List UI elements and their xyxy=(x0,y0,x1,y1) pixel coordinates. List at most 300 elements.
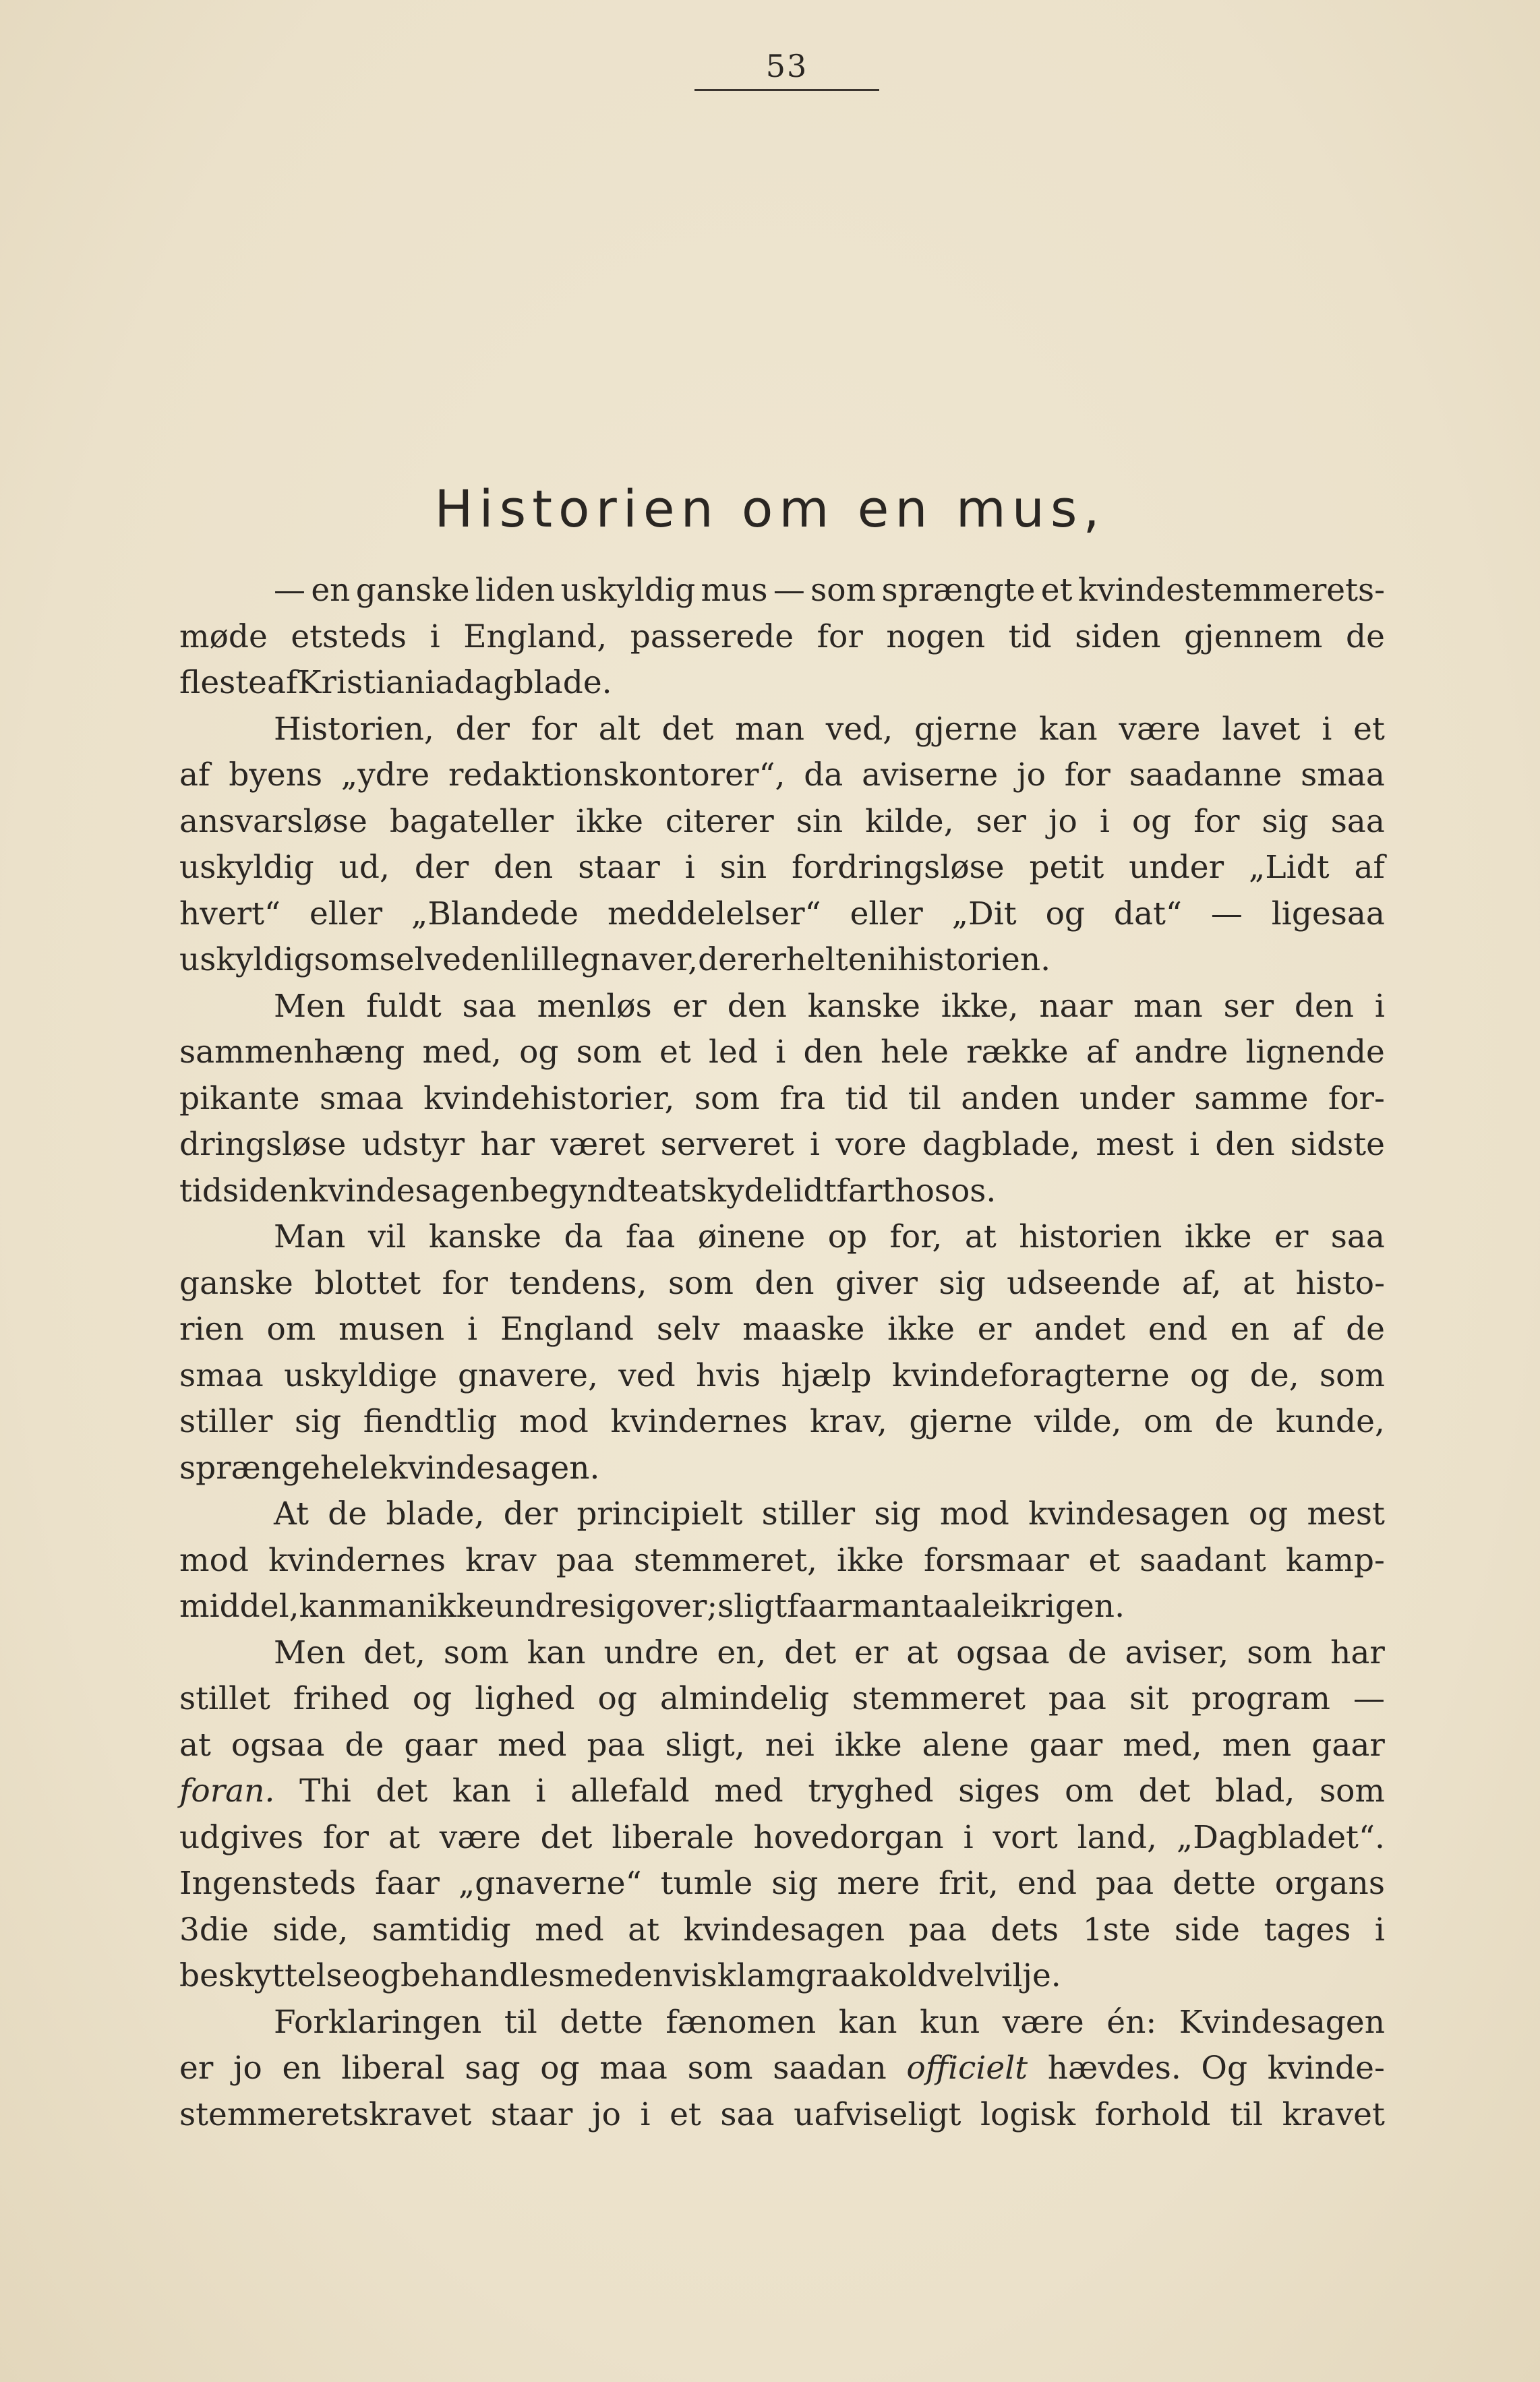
word: lille xyxy=(521,941,581,978)
word: klam xyxy=(717,1957,796,1994)
word: stemmeret, xyxy=(634,1541,817,1579)
word: Forklaringen xyxy=(274,2003,482,2041)
text-line xyxy=(179,937,1385,984)
word: af, xyxy=(1181,1264,1222,1302)
word: kan xyxy=(838,2003,897,2041)
word: er xyxy=(977,1311,1012,1348)
word: med, xyxy=(1123,1726,1202,1764)
word: serveret xyxy=(660,1126,794,1163)
word: faar xyxy=(375,1865,440,1902)
word: for- xyxy=(1328,1079,1385,1117)
word: gjerne xyxy=(914,710,1018,748)
word: ikke xyxy=(1184,1218,1252,1255)
text-line xyxy=(179,2000,1385,2046)
word: hele xyxy=(880,1034,949,1071)
word: om xyxy=(1144,1403,1193,1440)
word: middel, xyxy=(179,1588,299,1625)
word: samme xyxy=(1194,1079,1309,1117)
word: dat“ xyxy=(1113,895,1182,932)
word: fordringsløse xyxy=(792,849,1005,886)
word: ikke xyxy=(837,1541,904,1579)
word: gjennem xyxy=(1184,618,1323,655)
word: 1ste xyxy=(1082,1911,1151,1948)
word: den xyxy=(727,987,787,1025)
word: blade, xyxy=(386,1495,485,1532)
word: i xyxy=(1000,1588,1011,1625)
word: hvert“ xyxy=(179,895,281,932)
word: England, xyxy=(463,618,608,655)
word: stemmeretskravet xyxy=(179,2095,472,2133)
word: dette xyxy=(560,2003,643,2041)
word: histo- xyxy=(1295,1264,1385,1302)
word: er xyxy=(752,941,786,978)
word: paa xyxy=(587,1726,645,1764)
word: og xyxy=(361,1957,401,1994)
word: ved, xyxy=(825,710,893,748)
word: jo xyxy=(1017,756,1046,794)
word: i xyxy=(535,1773,546,1810)
word: siden xyxy=(223,1172,309,1210)
word: man xyxy=(357,1588,427,1625)
word: fiendtlig xyxy=(363,1403,498,1440)
word: kravet xyxy=(1282,2095,1385,2133)
word: række xyxy=(966,1034,1069,1071)
text-line xyxy=(179,1953,1385,2000)
word: er xyxy=(179,2050,214,2087)
word: sidste xyxy=(1290,1126,1385,1163)
word: sligt xyxy=(717,1588,788,1625)
article-title: Historien om en mus, xyxy=(434,479,1106,539)
text-line xyxy=(179,1122,1385,1168)
word: tryghed xyxy=(808,1773,934,1810)
word: ganske xyxy=(355,572,470,609)
word: sin xyxy=(719,849,767,886)
word: paa xyxy=(556,1541,614,1579)
word: „Dagbladet“. xyxy=(1176,1818,1385,1856)
word: sprænge xyxy=(179,1449,321,1487)
word: hævdes. xyxy=(1047,2050,1181,2087)
word: de xyxy=(328,1495,367,1532)
word: saa xyxy=(720,2095,775,2133)
word: saa xyxy=(462,987,516,1025)
word: — xyxy=(773,572,805,609)
word: meddelelser“ xyxy=(607,895,821,932)
word: dagblade, xyxy=(922,1126,1080,1163)
word: allefald xyxy=(570,1773,690,1810)
word: andet xyxy=(1034,1311,1125,1348)
word: kanske xyxy=(428,1218,542,1255)
word: begyndte xyxy=(509,1172,659,1210)
word: stiller xyxy=(179,1403,273,1440)
word: England xyxy=(500,1311,634,1348)
text-line xyxy=(179,845,1385,891)
word: staar xyxy=(578,849,660,886)
text-line xyxy=(179,1491,1385,1538)
word: vis xyxy=(673,1957,717,1994)
text-line xyxy=(179,1676,1385,1723)
word: tendens, xyxy=(509,1264,647,1302)
word: „ydre xyxy=(340,756,430,794)
word: om xyxy=(1065,1773,1114,1810)
word: være xyxy=(1119,710,1201,748)
word: den xyxy=(1215,1126,1275,1163)
word: én: xyxy=(1106,2003,1157,2041)
word: saa xyxy=(1330,1218,1385,1255)
word: en xyxy=(311,572,351,609)
word: — xyxy=(274,572,305,609)
word: i xyxy=(684,849,695,886)
page-header xyxy=(694,46,879,91)
word: i xyxy=(1374,1911,1385,1948)
word: maa xyxy=(599,2050,668,2087)
word: kvindehistorier, xyxy=(423,1079,675,1117)
word: musen xyxy=(338,1311,445,1348)
word: uskyldig xyxy=(179,849,314,886)
word: kvindesagen. xyxy=(388,1449,600,1487)
word: er xyxy=(1274,1218,1309,1255)
word: aviserne xyxy=(862,756,999,794)
word: de xyxy=(1346,618,1385,655)
word: af xyxy=(1292,1311,1324,1348)
word: under xyxy=(1079,1079,1175,1117)
word: de, xyxy=(1249,1357,1299,1394)
word: for xyxy=(1193,802,1240,840)
word: sig xyxy=(294,1403,342,1440)
word: det xyxy=(661,710,714,748)
word: lignende xyxy=(1245,1034,1385,1071)
word: dette xyxy=(1173,1865,1256,1902)
word: ansvarsløse xyxy=(179,802,367,840)
word: „Dit xyxy=(951,895,1017,932)
word: og xyxy=(1190,1357,1230,1394)
word: fart xyxy=(836,1172,895,1210)
word: til xyxy=(504,2003,537,2041)
word: at xyxy=(964,1218,997,1255)
text-line xyxy=(179,1861,1385,1907)
word: gaar xyxy=(404,1726,477,1764)
word: vort xyxy=(993,1818,1058,1856)
word: den xyxy=(461,941,521,978)
text-line xyxy=(179,1907,1385,1954)
word: petit xyxy=(1029,849,1104,886)
text-line xyxy=(179,1446,1385,1492)
word: i xyxy=(887,941,897,978)
word: paa xyxy=(1096,1865,1154,1902)
word: historien. xyxy=(897,941,1051,978)
text-line xyxy=(179,984,1385,1030)
word: anden xyxy=(961,1079,1060,1117)
word: med xyxy=(535,1911,604,1948)
word: et xyxy=(1040,572,1073,609)
word: forsmaar xyxy=(923,1541,1069,1579)
word: mest xyxy=(1307,1495,1385,1532)
word: ikke xyxy=(427,1588,495,1625)
word: uskyldig xyxy=(179,941,314,978)
word: aviser, xyxy=(1125,1634,1229,1671)
word: med xyxy=(497,1726,567,1764)
word: et xyxy=(1353,710,1385,748)
word: tid xyxy=(1008,618,1052,655)
word: liden xyxy=(475,572,556,609)
word: og xyxy=(1248,1495,1289,1532)
word: sag xyxy=(465,2050,521,2087)
word: som xyxy=(810,572,877,609)
word: kan xyxy=(527,1634,586,1671)
word: vil xyxy=(367,1218,407,1255)
word: tid xyxy=(845,1079,889,1117)
word: undre xyxy=(494,1588,589,1625)
word: blad, xyxy=(1215,1773,1295,1810)
word: mus xyxy=(701,572,768,609)
word: redaktionskontorer“, xyxy=(448,756,786,794)
word: af xyxy=(1354,849,1385,886)
word: op xyxy=(827,1218,868,1255)
word: i xyxy=(1099,802,1110,840)
text-line xyxy=(179,1214,1385,1261)
word: ud, xyxy=(338,849,390,886)
word: da xyxy=(804,756,843,794)
word: man xyxy=(735,710,804,748)
word: den xyxy=(1294,987,1355,1025)
word: er xyxy=(672,987,707,1025)
text-line xyxy=(179,2092,1385,2139)
word: stiller xyxy=(761,1495,856,1532)
word: dets xyxy=(990,1911,1059,1948)
word: etsteds xyxy=(291,618,407,655)
word: den xyxy=(803,1034,863,1071)
word: passerede xyxy=(630,618,794,655)
word: uafviseligt xyxy=(794,2095,961,2133)
word: kun xyxy=(920,2003,980,2041)
word: i xyxy=(1189,1126,1200,1163)
article-body xyxy=(179,568,1385,2138)
word: det xyxy=(1138,1773,1191,1810)
word: kvindestemmerets- xyxy=(1077,572,1385,609)
word: Men xyxy=(274,987,346,1025)
word: land, xyxy=(1077,1818,1157,1856)
page-number: 53 xyxy=(765,48,808,84)
word: i xyxy=(640,2095,651,2133)
word: kamp- xyxy=(1285,1541,1385,1579)
word: Man xyxy=(274,1218,346,1255)
text-line xyxy=(179,568,1385,614)
word: program xyxy=(1191,1680,1330,1717)
word: siges xyxy=(958,1773,1040,1810)
word: mest xyxy=(1096,1126,1174,1163)
text-line xyxy=(179,1168,1385,1215)
word: eller xyxy=(309,895,383,932)
text-line xyxy=(179,799,1385,845)
word: for, xyxy=(889,1218,943,1255)
text-line xyxy=(179,1076,1385,1123)
word: for xyxy=(442,1264,488,1302)
word: møde xyxy=(179,618,268,655)
word: principielt xyxy=(576,1495,743,1532)
word: — xyxy=(1353,1680,1385,1717)
text-line xyxy=(179,1399,1385,1446)
word: det xyxy=(784,1634,837,1671)
word: at xyxy=(906,1634,939,1671)
word: Thi xyxy=(299,1773,351,1810)
word: led xyxy=(709,1034,758,1071)
word: paa xyxy=(908,1911,967,1948)
word: fænomen xyxy=(665,2003,817,2041)
word: Kristiania xyxy=(297,664,454,701)
word: kilde, xyxy=(865,802,954,840)
word: foran. xyxy=(179,1773,275,1810)
word: frit, xyxy=(939,1865,999,1902)
word: og xyxy=(1131,802,1172,840)
word: i xyxy=(1322,710,1332,748)
word: taale xyxy=(921,1588,1001,1625)
word: mod xyxy=(939,1495,1009,1532)
word: med xyxy=(714,1773,783,1810)
word: ligesaa xyxy=(1271,895,1385,932)
word: sig xyxy=(874,1495,921,1532)
word: der xyxy=(455,710,510,748)
word: at xyxy=(628,1911,660,1948)
word: og xyxy=(540,2050,580,2087)
word: som xyxy=(1320,1773,1385,1810)
word: om xyxy=(266,1311,316,1348)
text-line xyxy=(179,1307,1385,1353)
word: Ingensteds xyxy=(179,1865,357,1902)
word: alene xyxy=(922,1726,1009,1764)
word: til xyxy=(1230,2095,1264,2133)
word: kan xyxy=(452,1773,511,1810)
word: man xyxy=(1133,987,1203,1025)
word: ogsaa xyxy=(956,1634,1050,1671)
word: lidt xyxy=(783,1172,837,1210)
word: kvindernes xyxy=(610,1403,788,1440)
word: smaa xyxy=(319,1079,404,1117)
word: logisk xyxy=(980,2095,1076,2133)
word: sig xyxy=(939,1264,986,1302)
word: sprængte xyxy=(881,572,1036,609)
word: saadanne xyxy=(1129,756,1282,794)
word: saadan xyxy=(773,2050,887,2087)
word: en xyxy=(633,1957,674,1994)
text-line xyxy=(179,1630,1385,1677)
text-line xyxy=(179,752,1385,799)
word: som xyxy=(687,2050,753,2087)
word: liberale xyxy=(612,1818,734,1856)
word: da xyxy=(564,1218,603,1255)
text-line xyxy=(179,1030,1385,1076)
word: „Blandede xyxy=(411,895,579,932)
word: — xyxy=(1210,895,1243,932)
word: kanske xyxy=(807,987,920,1025)
word: hos xyxy=(895,1172,951,1210)
word: ganske xyxy=(179,1264,293,1302)
word: end xyxy=(1148,1311,1208,1348)
word: mod xyxy=(179,1541,249,1579)
word: i xyxy=(1374,987,1385,1025)
word: tages xyxy=(1264,1911,1351,1948)
word: uskyldige xyxy=(284,1357,438,1394)
word: gaar xyxy=(1311,1726,1385,1764)
text-line xyxy=(179,1538,1385,1584)
word: et xyxy=(659,1034,691,1071)
word: uskyldig xyxy=(560,572,696,609)
word: for xyxy=(817,618,863,655)
text-line xyxy=(179,1353,1385,1400)
word: os. xyxy=(951,1172,997,1210)
word: det xyxy=(376,1773,428,1810)
word: krav xyxy=(465,1541,537,1579)
word: blottet xyxy=(314,1264,421,1302)
word: faar xyxy=(787,1588,852,1625)
word: smaa xyxy=(1301,756,1385,794)
word: og xyxy=(519,1034,559,1071)
text-line xyxy=(179,1584,1385,1630)
word: jo xyxy=(1048,802,1077,840)
word: andre xyxy=(1134,1034,1228,1071)
word: paa xyxy=(1048,1680,1106,1717)
word: været xyxy=(550,1126,645,1163)
word: de xyxy=(1067,1634,1107,1671)
word: sig xyxy=(1262,802,1309,840)
text-line xyxy=(179,1815,1385,1862)
word: „Lidt xyxy=(1249,849,1330,886)
word: de xyxy=(1214,1403,1254,1440)
word: og xyxy=(412,1680,452,1717)
word: historien xyxy=(1019,1218,1162,1255)
word: men xyxy=(1222,1726,1292,1764)
word: under xyxy=(1129,849,1224,886)
word: sammenhæng xyxy=(179,1034,405,1071)
word: lavet xyxy=(1222,710,1301,748)
word: alt xyxy=(598,710,641,748)
word: hjælp xyxy=(781,1357,872,1394)
word: har xyxy=(1330,1634,1385,1671)
word: stemmeret xyxy=(852,1680,1026,1717)
word: kan xyxy=(299,1588,358,1625)
word: man xyxy=(852,1588,922,1625)
word: et xyxy=(1088,1541,1121,1579)
word: At xyxy=(274,1495,309,1532)
word: Kvindesagen xyxy=(1179,2003,1385,2041)
word: den xyxy=(494,849,554,886)
word: saadant xyxy=(1139,1541,1266,1579)
word: har xyxy=(480,1126,535,1163)
word: en xyxy=(282,2050,322,2087)
word: kvindesagen xyxy=(308,1172,510,1210)
word: siden xyxy=(1075,618,1161,655)
word: sit xyxy=(1129,1680,1168,1717)
word: Men xyxy=(274,1634,346,1671)
word: behandles xyxy=(401,1957,565,1994)
word: menløs xyxy=(537,987,652,1025)
word: krigen. xyxy=(1010,1588,1125,1625)
word: af xyxy=(1086,1034,1117,1071)
word: Historien, xyxy=(274,710,434,748)
word: ikke xyxy=(887,1311,955,1348)
text-line xyxy=(179,707,1385,753)
word: kvindeforagterne xyxy=(891,1357,1170,1394)
word: eller xyxy=(850,895,923,932)
text-line xyxy=(179,1723,1385,1769)
word: for xyxy=(1064,756,1110,794)
word: vilde, xyxy=(1034,1403,1122,1440)
word: sin xyxy=(796,802,843,840)
word: i xyxy=(775,1034,786,1071)
word: at xyxy=(659,1172,691,1210)
word: pikante xyxy=(179,1079,300,1117)
word: ser xyxy=(976,802,1026,840)
word: faa xyxy=(625,1218,676,1255)
word: som xyxy=(443,1634,509,1671)
